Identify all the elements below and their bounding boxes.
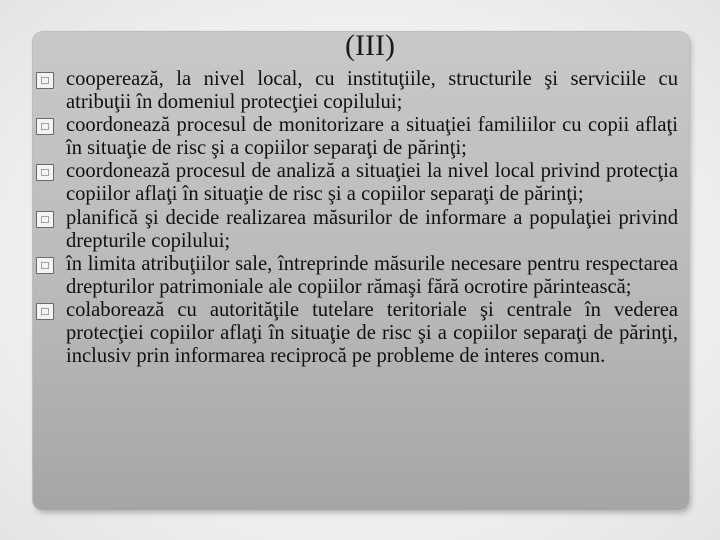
slide-title [0, 28, 720, 64]
list-item-text: planifică şi decide realizarea măsurilor de informare a populaţiei privind drepturile copilului; [66, 206, 678, 252]
list-item [36, 160, 678, 206]
list-item-text: cooperează, la nivel local, cu instituţiile, structurile şi serviciile cu atribuţii în domeniul protecţiei copilului; [66, 68, 678, 114]
square-bullet-icon [36, 118, 54, 135]
square-bullet-icon [36, 211, 54, 228]
square-bullet-icon [36, 257, 54, 274]
list-item-text: coordonează procesul de monitorizare a situaţiei familiilor cu copii aflaţi în situaţie de risc şi a copiilor separaţi de părinţi; [66, 114, 678, 160]
list-item [36, 253, 678, 299]
list-item [36, 207, 678, 253]
list-item-text: coordonează procesul de analiză a situaţiei la nivel local privind protecţia copiilor aflaţi în situaţie de risc şi a copiilor separaţi de părinţi; [66, 160, 678, 206]
square-bullet-icon [36, 72, 54, 89]
list-item-text: colaborează cu autorităţile tutelare teritoriale şi centrale în vederea protecţiei copiilor aflaţi în situaţie de risc şi a copiilor separaţi de părinţi, inclusiv prin informarea reciprocă pe probleme de interes comun. [66, 298, 678, 368]
list-item [36, 68, 678, 114]
list-item-text: în limita atribuţiilor sale, întreprinde măsurile necesare pentru respectarea drepturilor patrimoniale ale copiilor rămaşi fără ocrotire părintească; [66, 252, 678, 298]
bullet-list [36, 68, 678, 368]
square-bullet-icon [36, 303, 54, 320]
list-item [36, 299, 678, 368]
list-item [36, 114, 678, 160]
slide-title-text: (III) [345, 29, 395, 62]
square-bullet-icon [36, 164, 54, 181]
